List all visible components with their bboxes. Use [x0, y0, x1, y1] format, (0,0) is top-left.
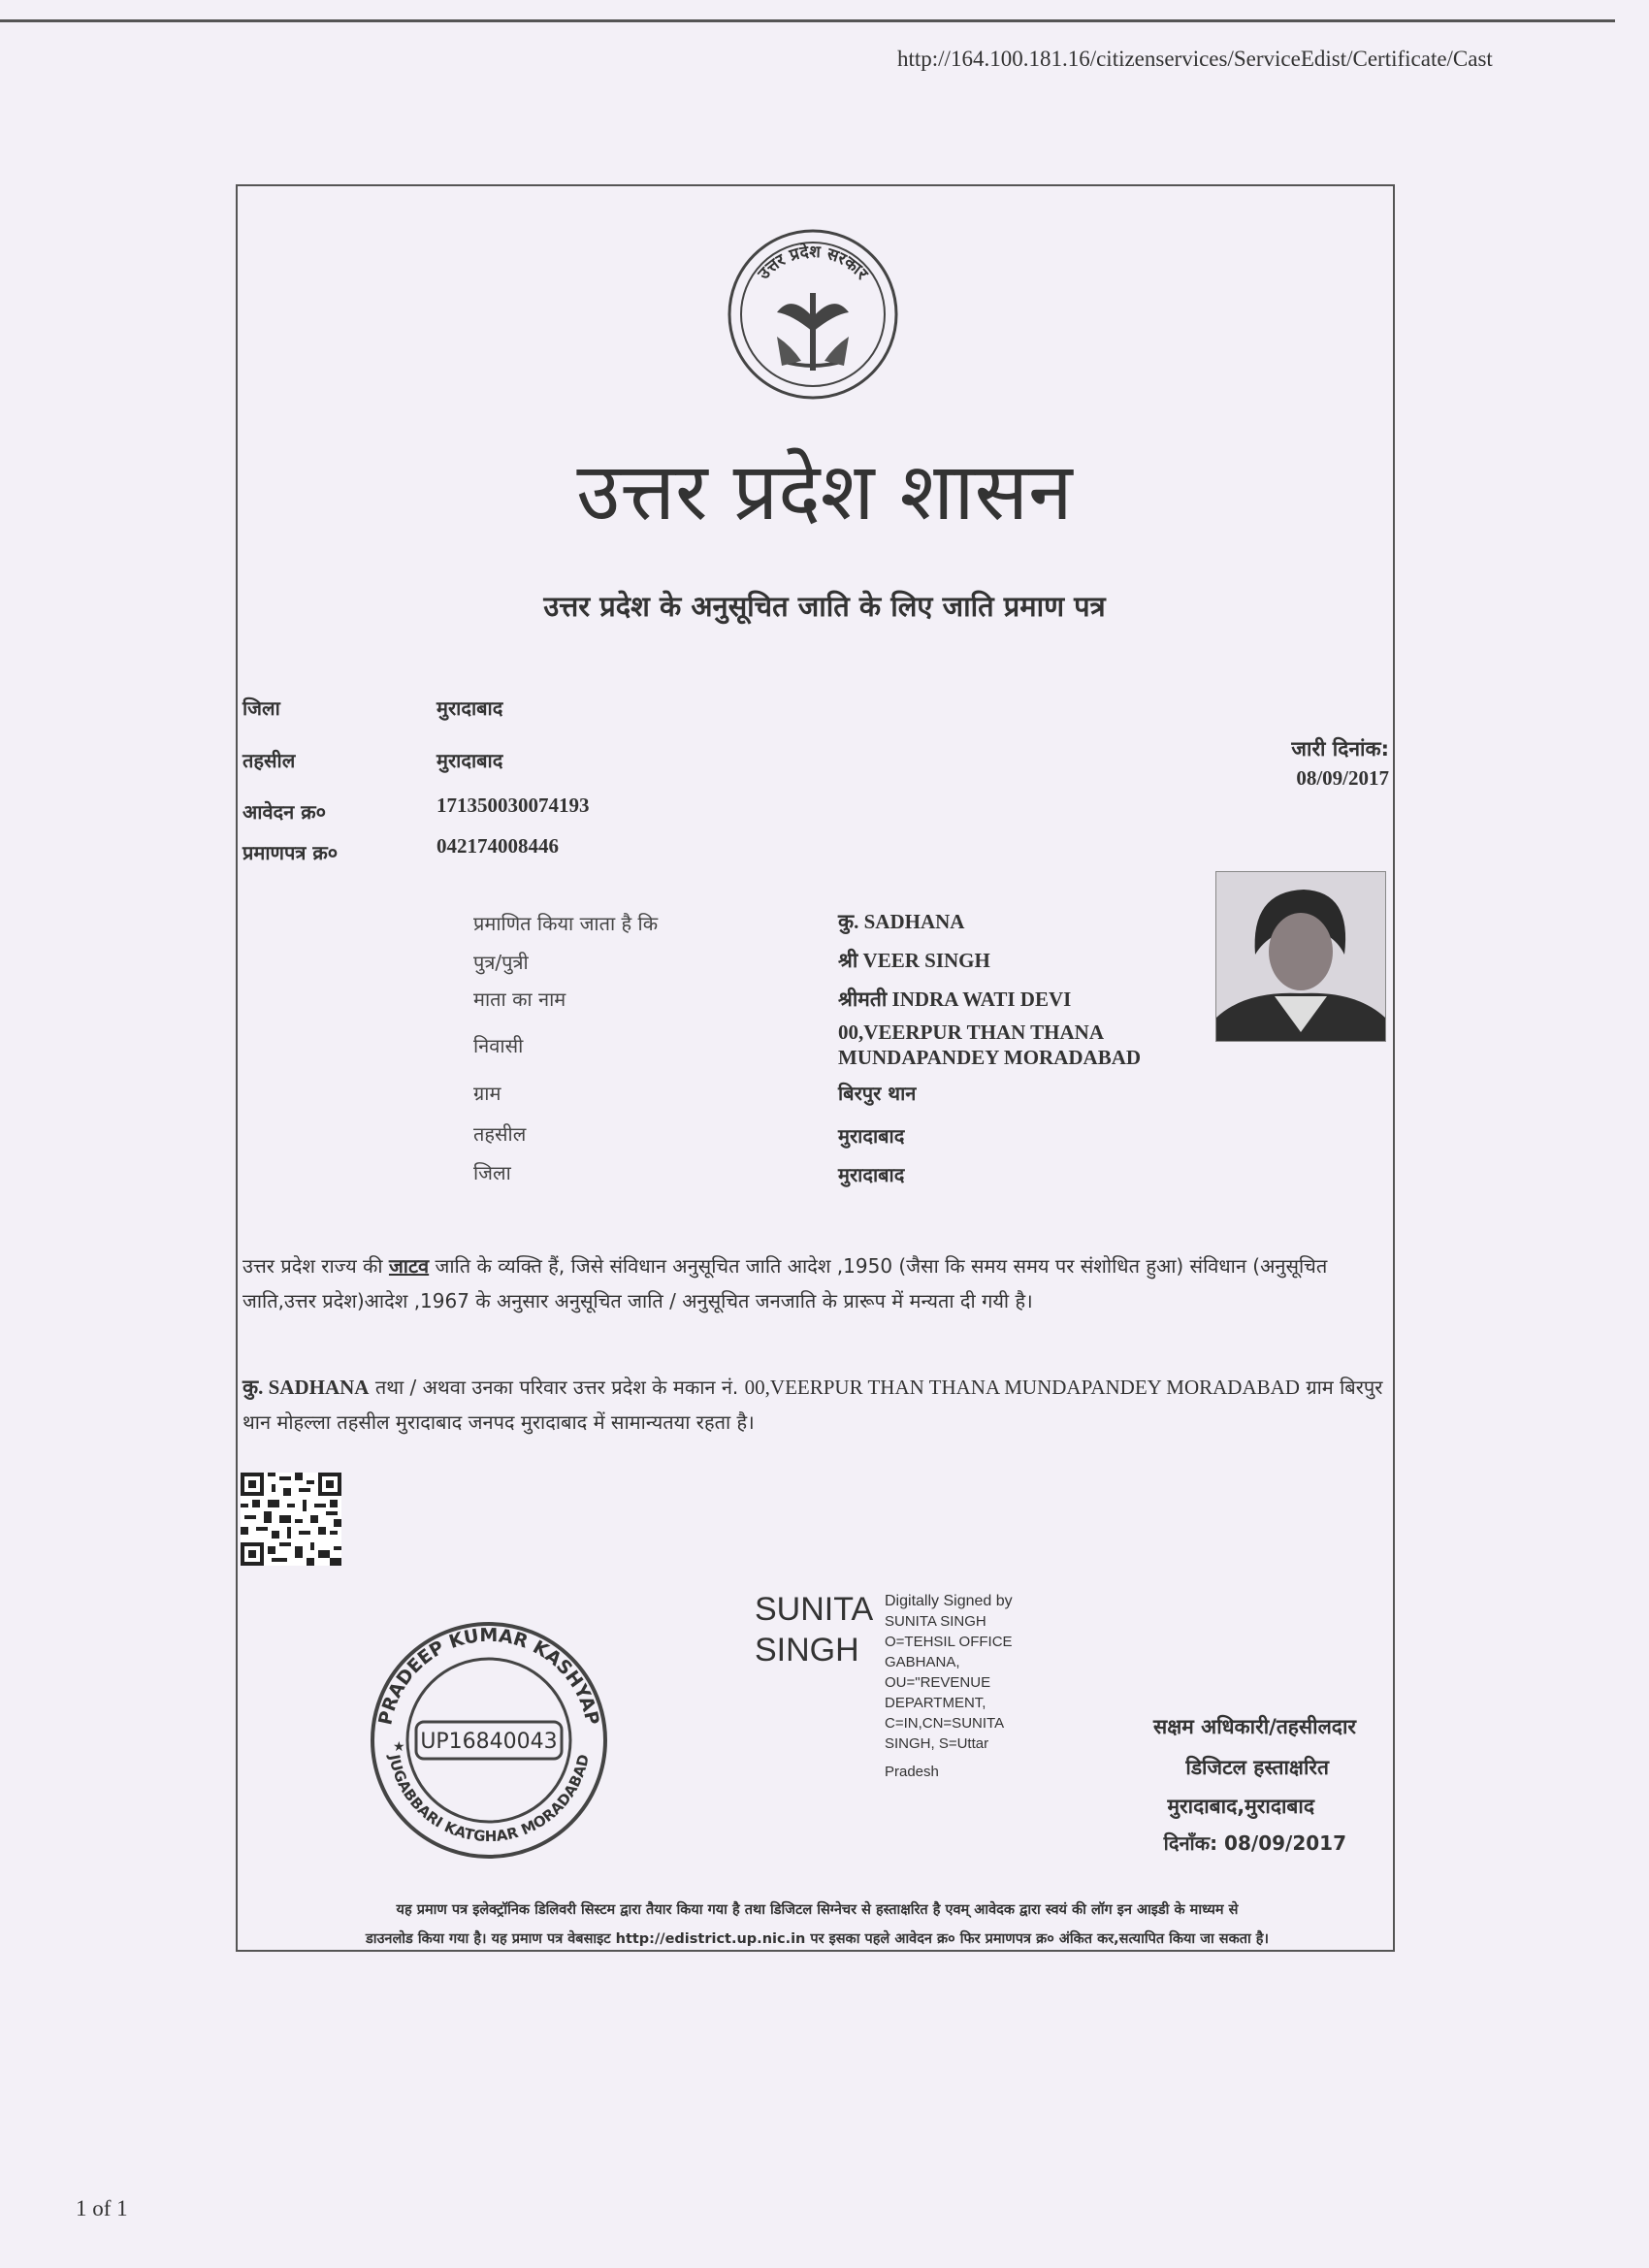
- resident-address-line2: MUNDAPANDEY MORADABAD: [838, 1046, 1142, 1069]
- sig-line: O=TEHSIL OFFICE: [885, 1634, 1013, 1650]
- para2-mid: तथा / अथवा उनका परिवार उत्तर प्रदेश के मकान नं.: [369, 1376, 745, 1399]
- district-label: जिला: [242, 697, 280, 720]
- emblem-text: उत्तर प्रदेश सरकार: [754, 242, 872, 284]
- footer-line2: डाउनलोड किया गया है। यह प्रमाण पत्र वेबसाइट http://edistrict.up.nic.in पर इसका पहले आवेदन क्र० फिर प्रमाणपत्र क्र० अंकित कर,सत्यापित किया जा सकता है।: [365, 1931, 1270, 1947]
- top-rule: [0, 19, 1615, 22]
- resident-address-line1: 00,VEERPUR THAN THANA: [838, 1021, 1105, 1044]
- village-label: ग्राम: [473, 1082, 501, 1105]
- application-no-label: आवेदन क्र०: [242, 800, 327, 824]
- stamp-center-text: UP16840043: [420, 1730, 558, 1754]
- issue-date-label: जारी दिनांक:: [1291, 737, 1389, 761]
- page-url[interactable]: http://164.100.181.16/citizenservices/ServiceEdist/Certificate/Cast: [897, 47, 1493, 71]
- mother-label: माता का नाम: [473, 988, 566, 1011]
- stamp-bottom-text: JUGABBARI KATGHAR MORADABAD: [385, 1752, 593, 1846]
- svg-text:PRADEEP KUMAR KASHYAP: [374, 1625, 603, 1727]
- sig-line: C=IN,CN=SUNITA: [885, 1715, 1005, 1732]
- digital-signature-details: [885, 1591, 1050, 1782]
- para1-intro: उत्तर प्रदेश राज्य की: [242, 1254, 389, 1278]
- signer-last-name: SINGH: [755, 1632, 859, 1669]
- sig-line: SINGH, S=Uttar: [885, 1735, 989, 1752]
- father-name: श्री VEER SINGH: [838, 949, 990, 972]
- up-government-emblem: [724, 225, 902, 404]
- application-no-value: 171350030074193: [436, 794, 590, 817]
- resident-label: निवासी: [473, 1034, 524, 1057]
- person-silhouette-icon: [1216, 872, 1385, 1041]
- stamp-top-text: PRADEEP KUMAR KASHYAP: [374, 1624, 603, 1728]
- signer-first-name: SUNITA: [755, 1591, 874, 1628]
- authority-location: मुरादाबाद,मुरादाबाद: [1167, 1795, 1314, 1818]
- mother-name: श्रीमती INDRA WATI DEVI: [838, 988, 1072, 1011]
- tehsil-label: तहसील: [242, 749, 296, 772]
- residence-paragraph: [242, 1370, 1395, 1440]
- sig-line: DEPARTMENT,: [885, 1695, 986, 1711]
- detail-district-value: मुरादाबाद: [838, 1163, 905, 1186]
- sig-line: GABHANA,: [885, 1654, 960, 1670]
- certificate-no-value: 042174008446: [436, 834, 559, 858]
- certificate-title: उत्तर प्रदेश शासन: [576, 446, 1073, 538]
- para2-name: कु. SADHANA: [242, 1376, 370, 1399]
- sig-line: Digitally Signed by: [885, 1593, 1013, 1609]
- certificate-no-label: प्रमाणपत्र क्र०: [242, 841, 339, 864]
- tehsil-value: मुरादाबाद: [436, 749, 503, 772]
- official-rubber-stamp: [364, 1615, 614, 1865]
- detail-tehsil-value: मुरादाबाद: [838, 1124, 905, 1148]
- caste-declaration-paragraph: [242, 1248, 1395, 1318]
- page-number: 1 of 1: [76, 2196, 128, 2220]
- stamp-star-icon: ★: [393, 1739, 405, 1755]
- para1-body: जाति के व्यक्ति हैं, जिसे संविधान अनुसूचित जाति आदेश ,1950 (जैसा कि समय समय पर संशोधित हुआ) संविधान (अनुसूचित जाति,उत्तर प्रदेश)आदेश ,1967 के अनुसार अनुसूचित जाति / अनुसूचित जनजाति के प्रारूप में मन्यता दी गयी है।: [242, 1254, 1328, 1312]
- applicant-name: कु. SADHANA: [838, 910, 965, 933]
- signer-name: [755, 1589, 873, 1670]
- certificate-subtitle: उत्तर प्रदेश के अनुसूचित जाति के लिए जाति प्रमाण पत्र: [543, 590, 1106, 623]
- parent-label: पुत्र/पुत्री: [473, 951, 529, 974]
- village-value: बिरपुर थान: [838, 1082, 917, 1105]
- certificate-footer-note: [242, 1895, 1392, 1954]
- sig-line: Pradesh: [885, 1764, 939, 1780]
- authority-date: दिनाँक: 08/09/2017: [1163, 1831, 1346, 1855]
- issue-date-value: 08/09/2017: [1296, 766, 1389, 790]
- district-value: मुरादाबाद: [436, 697, 503, 720]
- applicant-photo: [1215, 871, 1386, 1042]
- footer-line1: यह प्रमाण पत्र इलेक्ट्रॉनिक डिलिवरी सिस्टम द्वारा तैयार किया गया है तथा डिजिटल सिग्नेचर से हस्ताक्षरित है एवम् आवेदक द्वारा स्वयं की लॉग इन आइडी के माध्यम से: [396, 1902, 1239, 1918]
- detail-district-label: जिला: [473, 1161, 511, 1184]
- authority-digital-signed: डिजिटल हस्ताक्षरित: [1185, 1756, 1329, 1779]
- para2-rest: ग्राम बिरपुर थान मोहल्ला तहसील मुरादाबाद जनपद मुरादाबाद में सामान्यतया रहता है।: [242, 1376, 1383, 1434]
- certified-label: प्रमाणित किया जाता है कि: [473, 912, 659, 935]
- verification-qr-code[interactable]: [241, 1473, 341, 1566]
- svg-text:उत्तर प्रदेश सरकार: [754, 242, 872, 284]
- sig-line: OU="REVENUE: [885, 1674, 991, 1691]
- para2-address: 00,VEERPUR THAN THANA MUNDAPANDEY MORADABAD: [744, 1376, 1300, 1399]
- sig-line: SUNITA SINGH: [885, 1613, 986, 1630]
- caste-name: जाटव: [388, 1254, 430, 1278]
- authority-designation: सक्षम अधिकारी/तहसीलदार: [1153, 1715, 1356, 1738]
- detail-tehsil-label: तहसील: [473, 1122, 527, 1146]
